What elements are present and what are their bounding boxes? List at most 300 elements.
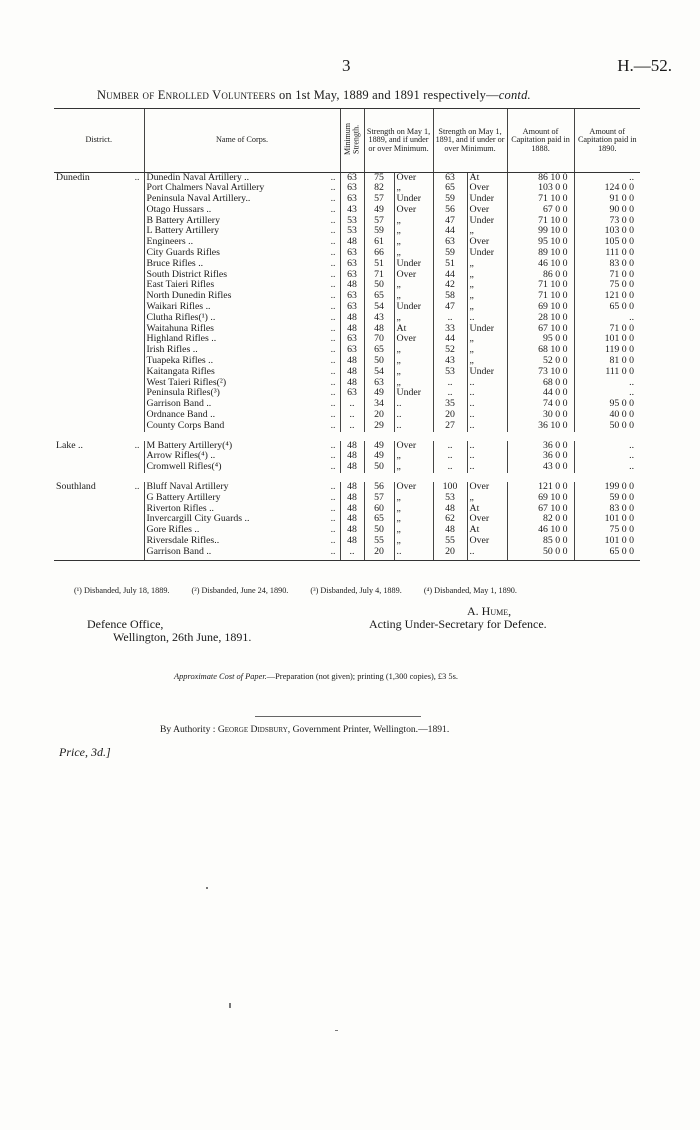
strength-1891-cell: 58 — [433, 291, 467, 302]
corps-text: G Battery Artillery — [146, 492, 221, 503]
paid-1888-cell: 30 0 0 — [507, 410, 574, 421]
status-1889-cell: „ — [394, 493, 433, 504]
leader-dots: .. — [330, 237, 336, 248]
strength-1891-cell: .. — [433, 378, 467, 389]
paid-1888-cell: 86 0 0 — [507, 270, 574, 281]
corps-text: Irish Rifles .. — [146, 345, 198, 356]
status-1889-cell: „ — [394, 514, 433, 525]
corps-text: Engineers .. — [146, 237, 194, 248]
footnote: (³) Disbanded, July 4, 1889. — [310, 586, 402, 595]
strength-1891-cell: 27 — [433, 421, 467, 432]
corps-cell — [144, 345, 340, 356]
strength-1889-cell: 59 — [364, 226, 394, 237]
strength-1889-cell: 82 — [364, 183, 394, 194]
district-cell — [54, 280, 144, 291]
paid-1888-cell: 43 0 0 — [507, 462, 574, 473]
district-cell — [54, 493, 144, 504]
strength-1891-cell: 59 — [433, 194, 467, 205]
authority-prefix: By Authority : — [160, 724, 218, 735]
leader-dots: .. — [330, 291, 336, 302]
corps-text: M Battery Artillery(⁴) — [146, 440, 233, 451]
paid-1890-cell: .. — [574, 313, 640, 324]
corps-cell — [144, 388, 340, 399]
paid-1888-cell: 73 10 0 — [507, 367, 574, 378]
leader-dots: .. — [330, 451, 336, 462]
status-1889-cell: „ — [394, 345, 433, 356]
strength-1891-cell: 65 — [433, 183, 467, 194]
table-row — [54, 367, 640, 378]
strength-1891-cell: 53 — [433, 493, 467, 504]
corps-cell — [144, 324, 340, 335]
minimum-cell: 63 — [340, 172, 364, 183]
leader-dots: .. — [330, 194, 336, 205]
strength-1891-cell: 56 — [433, 205, 467, 216]
table-row — [54, 302, 640, 313]
paper-speck — [206, 887, 208, 889]
status-1889-cell: Over — [394, 205, 433, 216]
corps-cell — [144, 421, 340, 432]
strength-1891-cell: 48 — [433, 525, 467, 536]
minimum-cell: 43 — [340, 205, 364, 216]
minimum-cell: 63 — [340, 270, 364, 281]
corps-cell — [144, 237, 340, 248]
district-cell — [54, 410, 144, 421]
corps-cell — [144, 356, 340, 367]
corps-cell — [144, 259, 340, 270]
paid-1888-cell: 86 10 0 — [507, 172, 574, 183]
paid-1890-cell: 105 0 0 — [574, 237, 640, 248]
status-1889-cell: Over — [394, 441, 433, 452]
price-note: Price, 3d.] — [59, 745, 111, 759]
paid-1890-cell: 101 0 0 — [574, 536, 640, 547]
footnote: (²) Disbanded, June 24, 1890. — [191, 586, 289, 595]
corps-cell — [144, 205, 340, 216]
corps-text: Bluff Naval Artillery — [146, 482, 229, 493]
district-cell — [54, 237, 144, 248]
corps-cell — [144, 216, 340, 227]
table-row — [54, 216, 640, 227]
table-row — [54, 313, 640, 324]
minimum-cell: 48 — [340, 313, 364, 324]
corps-text: B Battery Artillery — [146, 215, 220, 226]
status-1891-cell: Over — [467, 205, 507, 216]
district-cell — [54, 216, 144, 227]
strength-1891-cell: 43 — [433, 356, 467, 367]
district-cell — [54, 334, 144, 345]
corps-text: Garrison Band .. — [146, 546, 212, 557]
table-row — [54, 399, 640, 410]
status-1891-cell: „ — [467, 226, 507, 237]
office-name: Defence Office, — [87, 617, 164, 631]
district-cell — [54, 536, 144, 547]
paid-1888-cell: 89 10 0 — [507, 248, 574, 259]
paid-1888-cell: 121 0 0 — [507, 482, 574, 493]
leader-dots: .. — [330, 440, 336, 451]
status-1891-cell: .. — [467, 451, 507, 462]
strength-1889-cell: 49 — [364, 441, 394, 452]
leader-dots: .. — [330, 215, 336, 226]
status-1891-cell: Over — [467, 237, 507, 248]
footnote: (¹) Disbanded, July 18, 1889. — [74, 586, 170, 595]
strength-1891-cell: 59 — [433, 248, 467, 259]
strength-1889-cell: 54 — [364, 367, 394, 378]
caption-prefix: Number of Enrolled Volunteers — [97, 88, 276, 102]
status-1889-cell: „ — [394, 226, 433, 237]
corps-text: Tuapeka Rifles .. — [146, 356, 214, 367]
leader-dots: .. — [330, 345, 336, 356]
district-cell — [54, 462, 144, 473]
status-1891-cell: „ — [467, 291, 507, 302]
status-1891-cell: .. — [467, 462, 507, 473]
paid-1890-cell: 103 0 0 — [574, 226, 640, 237]
strength-1889-cell: 65 — [364, 345, 394, 356]
corps-text: Riversdale Rifles.. — [146, 536, 220, 546]
strength-1891-cell: .. — [433, 313, 467, 324]
corps-text: Waikari Rifles .. — [146, 302, 211, 313]
paid-1888-cell: 67 10 0 — [507, 504, 574, 515]
table-row — [54, 172, 640, 183]
corps-cell — [144, 547, 340, 560]
table-row — [54, 493, 640, 504]
district-cell — [54, 291, 144, 302]
paid-1890-cell: 101 0 0 — [574, 334, 640, 345]
printer-name: George Didsbury — [217, 724, 288, 735]
strength-1891-cell: 35 — [433, 399, 467, 410]
corps-cell — [144, 334, 340, 345]
spacer-cell — [54, 432, 640, 441]
corps-cell — [144, 451, 340, 462]
table-row — [54, 482, 640, 493]
minimum-cell: 63 — [340, 248, 364, 259]
leader-dots: .. — [330, 482, 336, 493]
paid-1890-cell: 40 0 0 — [574, 410, 640, 421]
status-1891-cell: .. — [467, 441, 507, 452]
table-row — [54, 525, 640, 536]
paid-1888-cell: 36 0 0 — [507, 441, 574, 452]
strength-1891-cell: 55 — [433, 536, 467, 547]
paid-1890-cell: .. — [574, 378, 640, 389]
minimum-cell: 63 — [340, 345, 364, 356]
paid-1888-cell: 69 10 0 — [507, 302, 574, 313]
table-row — [54, 462, 640, 473]
paid-1888-cell: 44 0 0 — [507, 388, 574, 399]
minimum-cell: 48 — [340, 493, 364, 504]
status-1891-cell: .. — [467, 378, 507, 389]
minimum-cell: 63 — [340, 183, 364, 194]
strength-1891-cell: 100 — [433, 482, 467, 493]
paid-1888-cell: 52 0 0 — [507, 356, 574, 367]
status-1891-cell: „ — [467, 493, 507, 504]
corps-text: Riverton Rifles .. — [146, 503, 214, 514]
corps-cell — [144, 493, 340, 504]
minimum-cell: 48 — [340, 504, 364, 515]
authority-suffix: , Government Printer, Wellington.—1891. — [287, 724, 450, 735]
strength-1889-cell: 29 — [364, 421, 394, 432]
paid-1888-cell: 50 0 0 — [507, 547, 574, 560]
leader-dots: .. — [330, 410, 336, 421]
corps-cell — [144, 194, 340, 205]
paid-1890-cell: 111 0 0 — [574, 367, 640, 378]
paid-1888-cell: 28 10 0 — [507, 313, 574, 324]
minimum-cell: 53 — [340, 216, 364, 227]
table-row — [54, 345, 640, 356]
status-1889-cell: „ — [394, 291, 433, 302]
table-caption — [97, 88, 531, 103]
paid-1890-cell: 59 0 0 — [574, 493, 640, 504]
status-1889-cell: Under — [394, 388, 433, 399]
strength-1889-cell: 54 — [364, 302, 394, 313]
table-row — [54, 514, 640, 525]
paid-1888-cell: 71 10 0 — [507, 194, 574, 205]
corps-text: Dunedin Naval Artillery .. — [146, 172, 250, 183]
minimum-cell: 48 — [340, 482, 364, 493]
strength-1891-cell: .. — [433, 451, 467, 462]
paper-speck — [229, 1003, 231, 1008]
district-cell — [54, 324, 144, 335]
strength-1891-cell: 20 — [433, 410, 467, 421]
minimum-cell: .. — [340, 410, 364, 421]
strength-1889-cell: 65 — [364, 514, 394, 525]
minimum-cell: 63 — [340, 334, 364, 345]
district-text: Lake .. — [56, 440, 83, 451]
strength-1891-cell: .. — [433, 441, 467, 452]
corps-cell — [144, 226, 340, 237]
strength-1889-cell: 75 — [364, 172, 394, 183]
district-cell — [54, 378, 144, 389]
divider-rule — [255, 716, 421, 717]
corps-cell — [144, 183, 340, 194]
minimum-cell: 63 — [340, 291, 364, 302]
minimum-cell: 48 — [340, 356, 364, 367]
table-header-row — [54, 109, 640, 173]
paid-1890-cell: 121 0 0 — [574, 291, 640, 302]
table-row — [54, 324, 640, 335]
paid-1888-cell: 36 0 0 — [507, 451, 574, 462]
paid-1888-cell: 68 10 0 — [507, 345, 574, 356]
paid-1890-cell: 83 0 0 — [574, 259, 640, 270]
leader-dots: .. — [330, 312, 336, 323]
paid-1890-cell: 81 0 0 — [574, 356, 640, 367]
minimum-cell: 48 — [340, 451, 364, 462]
paid-1890-cell: 65 0 0 — [574, 547, 640, 560]
paid-1890-cell: 199 0 0 — [574, 482, 640, 493]
strength-1889-cell: 20 — [364, 547, 394, 560]
strength-1889-cell: 50 — [364, 356, 394, 367]
status-1891-cell: „ — [467, 334, 507, 345]
strength-1891-cell: .. — [433, 462, 467, 473]
caption-suffix: contd. — [498, 88, 531, 102]
status-1891-cell: „ — [467, 356, 507, 367]
status-1891-cell: .. — [467, 388, 507, 399]
corps-cell — [144, 291, 340, 302]
strength-1891-cell: 53 — [433, 367, 467, 378]
corps-cell — [144, 536, 340, 547]
leader-dots: .. — [330, 248, 336, 259]
minimum-cell: 48 — [340, 525, 364, 536]
leader-dots: .. — [330, 399, 336, 410]
status-1889-cell: .. — [394, 547, 433, 560]
strength-1889-cell: 49 — [364, 451, 394, 462]
status-1891-cell: „ — [467, 270, 507, 281]
strength-1891-cell: 62 — [433, 514, 467, 525]
corps-text: Gore Rifles .. — [146, 525, 200, 536]
status-1889-cell: .. — [394, 399, 433, 410]
paid-1890-cell: 101 0 0 — [574, 514, 640, 525]
paid-1888-cell: 103 0 0 — [507, 183, 574, 194]
table-row — [54, 226, 640, 237]
corps-cell — [144, 248, 340, 259]
strength-1891-cell: 47 — [433, 302, 467, 313]
strength-1889-cell: 60 — [364, 504, 394, 515]
status-1889-cell: Under — [394, 194, 433, 205]
status-1891-cell: .. — [467, 410, 507, 421]
paid-1890-cell: 71 0 0 — [574, 270, 640, 281]
strength-1889-cell: 49 — [364, 205, 394, 216]
paid-1890-cell: 50 0 0 — [574, 421, 640, 432]
corps-text: Invercargill City Guards .. — [146, 514, 250, 525]
status-1889-cell: „ — [394, 216, 433, 227]
status-1889-cell: „ — [394, 536, 433, 547]
paid-1890-cell: 90 0 0 — [574, 205, 640, 216]
status-1891-cell: .. — [467, 399, 507, 410]
district-cell — [54, 451, 144, 462]
corps-text: Waitahuna Rifles — [146, 323, 214, 334]
status-1889-cell: „ — [394, 451, 433, 462]
leader-dots: .. — [330, 204, 336, 215]
strength-1891-cell: 47 — [433, 216, 467, 227]
cost-label: Approximate Cost of Paper. — [174, 672, 267, 681]
spacer-cell — [54, 473, 640, 482]
paid-1888-cell: 85 0 0 — [507, 536, 574, 547]
district-cell — [54, 248, 144, 259]
minimum-cell: 48 — [340, 367, 364, 378]
corps-cell — [144, 504, 340, 515]
corps-cell — [144, 399, 340, 410]
status-1889-cell: „ — [394, 504, 433, 515]
table-row — [54, 504, 640, 515]
leader-dots: .. — [330, 462, 336, 473]
district-cell — [54, 388, 144, 399]
district-cell — [54, 270, 144, 281]
corps-cell — [144, 313, 340, 324]
district-cell — [54, 482, 144, 493]
minimum-cell: 63 — [340, 194, 364, 205]
minimum-cell: .. — [340, 547, 364, 560]
corps-cell — [144, 525, 340, 536]
district-cell — [54, 504, 144, 515]
table-row — [54, 259, 640, 270]
paid-1888-cell: 95 0 0 — [507, 334, 574, 345]
minimum-cell: 48 — [340, 378, 364, 389]
status-1891-cell: Over — [467, 536, 507, 547]
corps-cell — [144, 482, 340, 493]
corps-text: Peninsula Naval Artillery.. — [146, 194, 251, 205]
table-row — [54, 270, 640, 281]
leader-dots: .. — [330, 258, 336, 269]
status-1889-cell: .. — [394, 421, 433, 432]
status-1891-cell: Over — [467, 183, 507, 194]
paid-1888-cell: 67 10 0 — [507, 324, 574, 335]
strength-1891-cell: 63 — [433, 237, 467, 248]
status-1891-cell: Under — [467, 324, 507, 335]
strength-1889-cell: 56 — [364, 482, 394, 493]
strength-1889-cell: 63 — [364, 378, 394, 389]
leader-dots: .. — [330, 183, 336, 194]
strength-1889-cell: 71 — [364, 270, 394, 281]
status-1889-cell: Over — [394, 482, 433, 493]
corps-cell — [144, 462, 340, 473]
table-row — [54, 356, 640, 367]
strength-1891-cell: 51 — [433, 259, 467, 270]
leader-dots: .. — [330, 503, 336, 514]
status-1891-cell: At — [467, 504, 507, 515]
status-1891-cell: Under — [467, 367, 507, 378]
district-text: Dunedin — [56, 172, 90, 183]
corps-cell — [144, 514, 340, 525]
status-1891-cell: Over — [467, 482, 507, 493]
paid-1888-cell: 99 10 0 — [507, 226, 574, 237]
strength-1891-cell: .. — [433, 388, 467, 399]
leader-dots: .. — [330, 536, 336, 546]
district-cell — [54, 205, 144, 216]
corps-cell — [144, 302, 340, 313]
strength-1889-cell: 65 — [364, 291, 394, 302]
corps-cell — [144, 367, 340, 378]
status-1889-cell: Over — [394, 270, 433, 281]
district-cell — [54, 259, 144, 270]
document-reference: H.—52. — [617, 56, 672, 75]
col-paid-1890: Amount of Capitation paid in 1890. — [574, 109, 640, 173]
col-strength-1891: Strength on May 1, 1891, and if under or over Minimum. — [433, 109, 507, 173]
strength-1891-cell: 20 — [433, 547, 467, 560]
strength-1891-cell: 52 — [433, 345, 467, 356]
leader-dots: .. — [330, 377, 336, 388]
leader-dots: .. — [330, 525, 336, 536]
minimum-cell: 48 — [340, 462, 364, 473]
status-1891-cell: „ — [467, 259, 507, 270]
table-row — [54, 291, 640, 302]
leader-dots: .. — [330, 323, 336, 334]
office-location-date: Wellington, 26th June, 1891. — [113, 630, 252, 644]
paid-1888-cell: 74 0 0 — [507, 399, 574, 410]
leader-dots: .. — [330, 366, 336, 377]
footnotes — [74, 586, 537, 595]
status-1889-cell: „ — [394, 367, 433, 378]
status-1891-cell: Under — [467, 216, 507, 227]
status-1891-cell: .. — [467, 313, 507, 324]
corps-text: West Taieri Rifles(²) — [146, 377, 227, 388]
status-1891-cell: „ — [467, 345, 507, 356]
corps-text: Ordnance Band .. — [146, 410, 216, 421]
leader-dots: .. — [330, 334, 336, 345]
corps-text: East Taieri Rifles — [146, 280, 215, 291]
paid-1888-cell: 71 10 0 — [507, 291, 574, 302]
corps-cell — [144, 378, 340, 389]
minimum-cell: 63 — [340, 259, 364, 270]
status-1889-cell: Under — [394, 259, 433, 270]
table-row — [54, 194, 640, 205]
status-1891-cell: „ — [467, 280, 507, 291]
leader-dots: .. — [330, 280, 336, 291]
district-text: Southland — [56, 482, 96, 493]
strength-1889-cell: 57 — [364, 216, 394, 227]
table-row — [54, 410, 640, 421]
status-1891-cell: Under — [467, 248, 507, 259]
signatory-name: A. Hume, — [467, 604, 512, 618]
paid-1890-cell: 124 0 0 — [574, 183, 640, 194]
strength-1889-cell: 50 — [364, 280, 394, 291]
corps-text: Bruce Rifles .. — [146, 258, 204, 269]
